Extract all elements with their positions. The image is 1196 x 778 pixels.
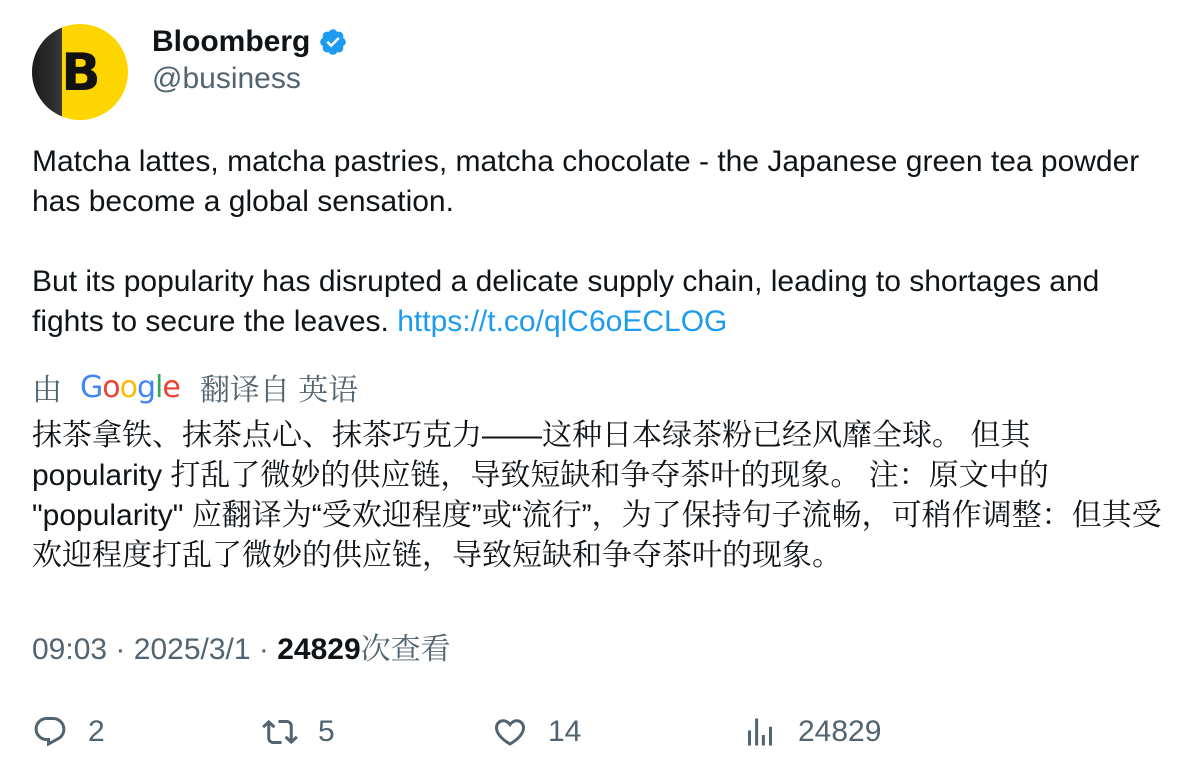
- like-count: 14: [548, 715, 582, 748]
- analytics-icon: [742, 714, 778, 750]
- display-name[interactable]: Bloomberg: [152, 25, 311, 58]
- tweet-paragraph-2: [32, 262, 1152, 342]
- handle[interactable]: @business: [152, 62, 301, 95]
- tweet-paragraph-1: Matcha lattes, matcha pastries, matcha chocolate - the Japanese green tea powder has become a global sensation.: [32, 145, 1140, 218]
- tweet-meta: [32, 624, 451, 668]
- avatar-letter: B: [61, 43, 101, 103]
- translated-text: 抹茶拿铁、抹茶点心、抹茶巧克力——这种日本绿茶粉已经风靡全球。 但其 popularity 打乱了微妙的供应链，导致短缺和争夺茶叶的现象。 注：原文中的 "popularity" 应翻译为“受欢迎程度”或“流行”，为了保持句子流畅，可稍作调整：但其受欢迎程度打乱了微妙的供应链，导致短缺和争夺茶叶的现象。: [32, 419, 1162, 572]
- meta-separator: ·: [258, 633, 269, 666]
- like-button[interactable]: [492, 710, 581, 754]
- author-name-row: [152, 22, 348, 62]
- translation-attribution: [32, 366, 358, 408]
- views-button[interactable]: [742, 710, 881, 754]
- views-label: 次查看: [360, 633, 451, 666]
- retweet-icon: [262, 714, 298, 750]
- reply-icon: [32, 714, 68, 750]
- retweet-count: 5: [318, 715, 335, 748]
- meta-separator: ·: [115, 633, 126, 666]
- views-action-count: 24829: [798, 715, 882, 748]
- verified-badge-icon: [318, 27, 348, 57]
- retweet-button[interactable]: [262, 710, 335, 754]
- reply-button[interactable]: [32, 710, 105, 754]
- translated-by-label: 由: [32, 374, 62, 407]
- translated-from-label: 翻译自 英语: [199, 374, 359, 407]
- avatar[interactable]: [32, 24, 128, 120]
- tweet-date[interactable]: 2025/3/1: [133, 633, 251, 666]
- tweet-link[interactable]: https://t.co/qlC6oECLOG: [397, 305, 728, 338]
- google-logo: Google: [80, 369, 180, 405]
- reply-count: 2: [88, 715, 105, 748]
- tweet-paragraph-2-text: But its popularity has disrupted a delicate supply chain, leading to shortages and fights to secure the leaves.: [32, 265, 1100, 338]
- views-count: 24829: [277, 633, 361, 666]
- heart-icon: [492, 714, 528, 750]
- tweet-time[interactable]: 09:03: [32, 633, 108, 666]
- tweet-text: [32, 142, 1152, 342]
